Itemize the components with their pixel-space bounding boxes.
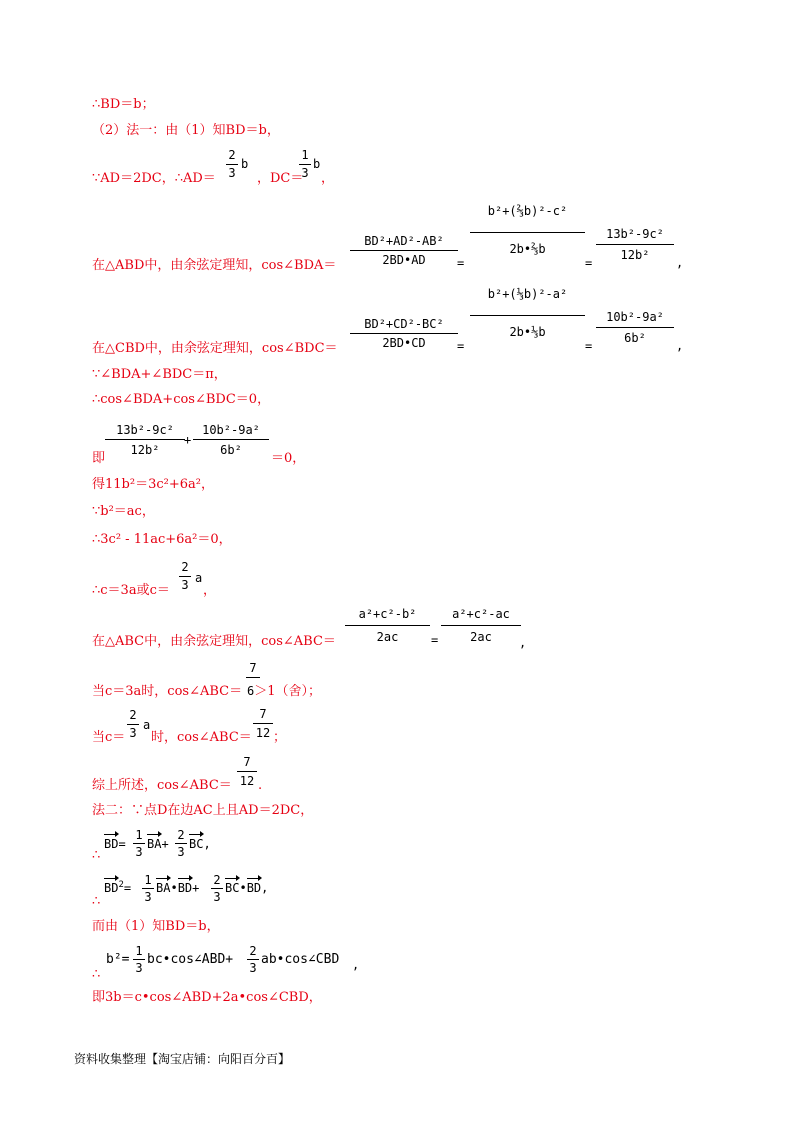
equals: = [118,837,126,851]
line-14-b [247,684,321,700]
frac-den: 2ac [376,630,399,644]
frac-num: 13b²-9c² [606,227,664,241]
equals: = [585,339,593,353]
line-15-c: ； [273,730,287,745]
line-5: 在△CBD中，由余弦定理知，cos∠BDC＝ [92,341,338,356]
frac-num: BD²+CD²-BC² [364,317,444,331]
frac-den: 12 [255,726,271,740]
frac-den: 2BD•CD [382,336,426,350]
vector-equation-2 [104,881,131,895]
var-a: a [195,571,203,585]
plus: + [192,881,200,895]
frac-num: b²+(⅓b)²-a² [487,287,568,301]
frac-num: 2 [213,873,221,887]
frac-num: a²+c²-b² [358,607,417,621]
frac-den: 2BD•AD [382,253,426,267]
footer-note: 资料收集整理【淘宝店铺：向阳百分百】 [74,1052,291,1066]
line-17: 法二：∵点D在边AC上且AD＝2DC， [92,803,314,818]
frac-num: 7 [243,755,251,769]
fraction-bar [133,959,145,960]
frac-num: 2 [129,708,137,722]
line-6: ∵∠BDA+∠BDC＝π， [92,367,227,382]
line-2: （2）法一：由（1）知BD＝b， [92,123,280,138]
cos-term-abd: bc•cos∠ABD+ [147,952,234,967]
line-3-a: ∵AD＝2DC，∴AD＝ [92,171,216,186]
line-16-b: . [258,778,263,793]
frac-num: b²+(⅔b)²-c² [487,204,568,218]
frac-num: 1 [144,873,152,887]
vector-bd: BD [104,881,119,895]
vector-term [156,881,199,895]
frac-den: 3 [301,166,309,180]
line-18-a: ∴ [92,848,101,863]
fraction-bar [299,164,311,165]
frac-den: 3 [135,961,143,975]
comma: , [519,636,527,650]
frac-den: 2ac [470,630,492,644]
frac-num: BD²+AD²-AB² [364,234,444,248]
fraction-bar [133,843,145,844]
frac-den: 3 [144,890,152,904]
vector-term [147,837,169,851]
frac-den: 3 [249,961,257,975]
frac-num: 10b²-9a² [606,310,664,324]
frac-den: 6b² [220,443,242,457]
dot: • [170,881,178,895]
line-1: ∴BD＝b； [92,97,155,112]
fraction-bar [237,771,257,772]
fraction-bar [211,888,223,889]
fraction-bar [105,439,185,440]
frac-num: 7 [249,661,257,675]
var-a: a [143,718,151,732]
vector-ba: BA [147,837,162,851]
line-15-a: 当c＝ [92,730,126,745]
comma: , [352,958,360,972]
line-22: 即3b＝c•cos∠ABD+2a•cos∠CBD， [92,990,322,1005]
line-10: ∵b²＝ac， [92,504,155,519]
line-12-b: ， [203,583,217,598]
frac-den: 12b² [130,443,160,457]
fraction-bar [247,959,259,960]
frac-den: 12 [239,774,255,788]
frac-num: 7 [259,707,267,721]
fraction-bar [470,315,585,316]
equals: = [123,881,132,895]
fraction-bar [226,164,238,165]
frac-den: 6b² [624,331,646,345]
line-19-a: ∴ [92,894,101,909]
line-14-text: ＞1（舍）； [254,684,322,699]
exponent: 2 [118,880,124,890]
frac-den: 3 [135,845,143,859]
line-15-b: 时，cos∠ABC＝ [151,730,252,745]
comma: , [676,339,684,353]
fraction-bar [127,724,139,725]
cos-term-cbd: ab•cos∠CBD [261,952,340,967]
frac-num: 1 [301,148,309,162]
fraction-bar [246,677,260,678]
fraction-bar [175,843,187,844]
equals: = [431,633,439,647]
frac-den: 2b•⅔b [509,242,546,256]
fraction-bar [350,333,458,334]
frac-num: a²+c²-ac [452,607,510,621]
frac-den: 2b•⅓b [509,325,546,339]
line-12-a: ∴c＝3a或c＝ [92,583,170,598]
frac-den: 3 [129,726,137,740]
frac-num: 2 [249,944,257,958]
line-16-a: 综上所述，cos∠ABC＝ [92,778,232,793]
vector-bc: BC [189,837,204,851]
b-squared: b²= [106,952,130,967]
line-14-a: 当c＝3a时，cos∠ABC＝ [92,684,243,699]
line-20: 而由（1）知BD＝b， [92,919,220,934]
line-11: ∴3c² - 11ac+6a²＝0， [92,532,232,547]
frac-den: 3 [177,845,185,859]
frac-num: 2 [228,148,236,162]
line-8-b: ＝0， [271,451,306,466]
frac-num: 10b²-9a² [202,423,260,437]
fraction-bar [350,250,458,251]
line-3-c: ， [321,171,335,186]
fraction-bar [193,439,269,440]
fraction-bar [345,625,430,626]
fraction-bar [142,888,154,889]
vector-bd: BD [104,837,119,851]
frac-den: 12b² [620,248,650,262]
comma: , [203,837,211,851]
plus: + [184,433,192,447]
frac-num: 1 [135,944,143,958]
comma: , [261,881,269,895]
line-3-b: ，DC＝ [257,171,304,186]
fraction-bar [596,327,674,328]
equals: = [457,339,465,353]
line-13: 在△ABC中，由余弦定理知，cos∠ABC＝ [92,634,336,649]
fraction-bar [441,625,521,626]
plus: + [161,837,169,851]
frac-den: 3 [181,578,189,592]
vector-bd: BD [246,881,262,895]
frac-num: 1 [135,828,143,842]
vector-term [189,837,211,851]
fraction-bar [253,723,273,724]
vector-ba: BA [156,881,171,895]
equals: = [457,256,465,270]
vector-bc: BC [225,881,240,895]
fraction-bar [179,576,191,577]
fraction-bar [470,232,585,233]
dot: • [239,881,247,895]
frac-num: 13b²-9c² [116,423,174,437]
var-b: b [241,157,249,171]
comma: , [676,256,684,270]
line-9: 得11b²＝3c²+6a²， [92,477,214,492]
vector-term [225,881,268,895]
frac-den: 3 [228,166,236,180]
vector-bd: BD [177,881,193,895]
line-4: 在△ABD中，由余弦定理知，cos∠BDA＝ [92,258,337,273]
var-b: b [313,157,321,171]
equals: = [585,256,593,270]
frac-num: 2 [177,828,185,842]
line-7: ∴cos∠BDA+cos∠BDC＝0， [92,392,271,407]
frac-num: 2 [181,560,189,574]
frac-den: 6 [247,684,255,698]
fraction-bar [596,244,674,245]
vector-equation-1 [104,837,126,851]
line-21-a: ∴ [92,967,101,982]
line-8-a: 即 [92,451,106,466]
frac-den: 3 [213,890,221,904]
